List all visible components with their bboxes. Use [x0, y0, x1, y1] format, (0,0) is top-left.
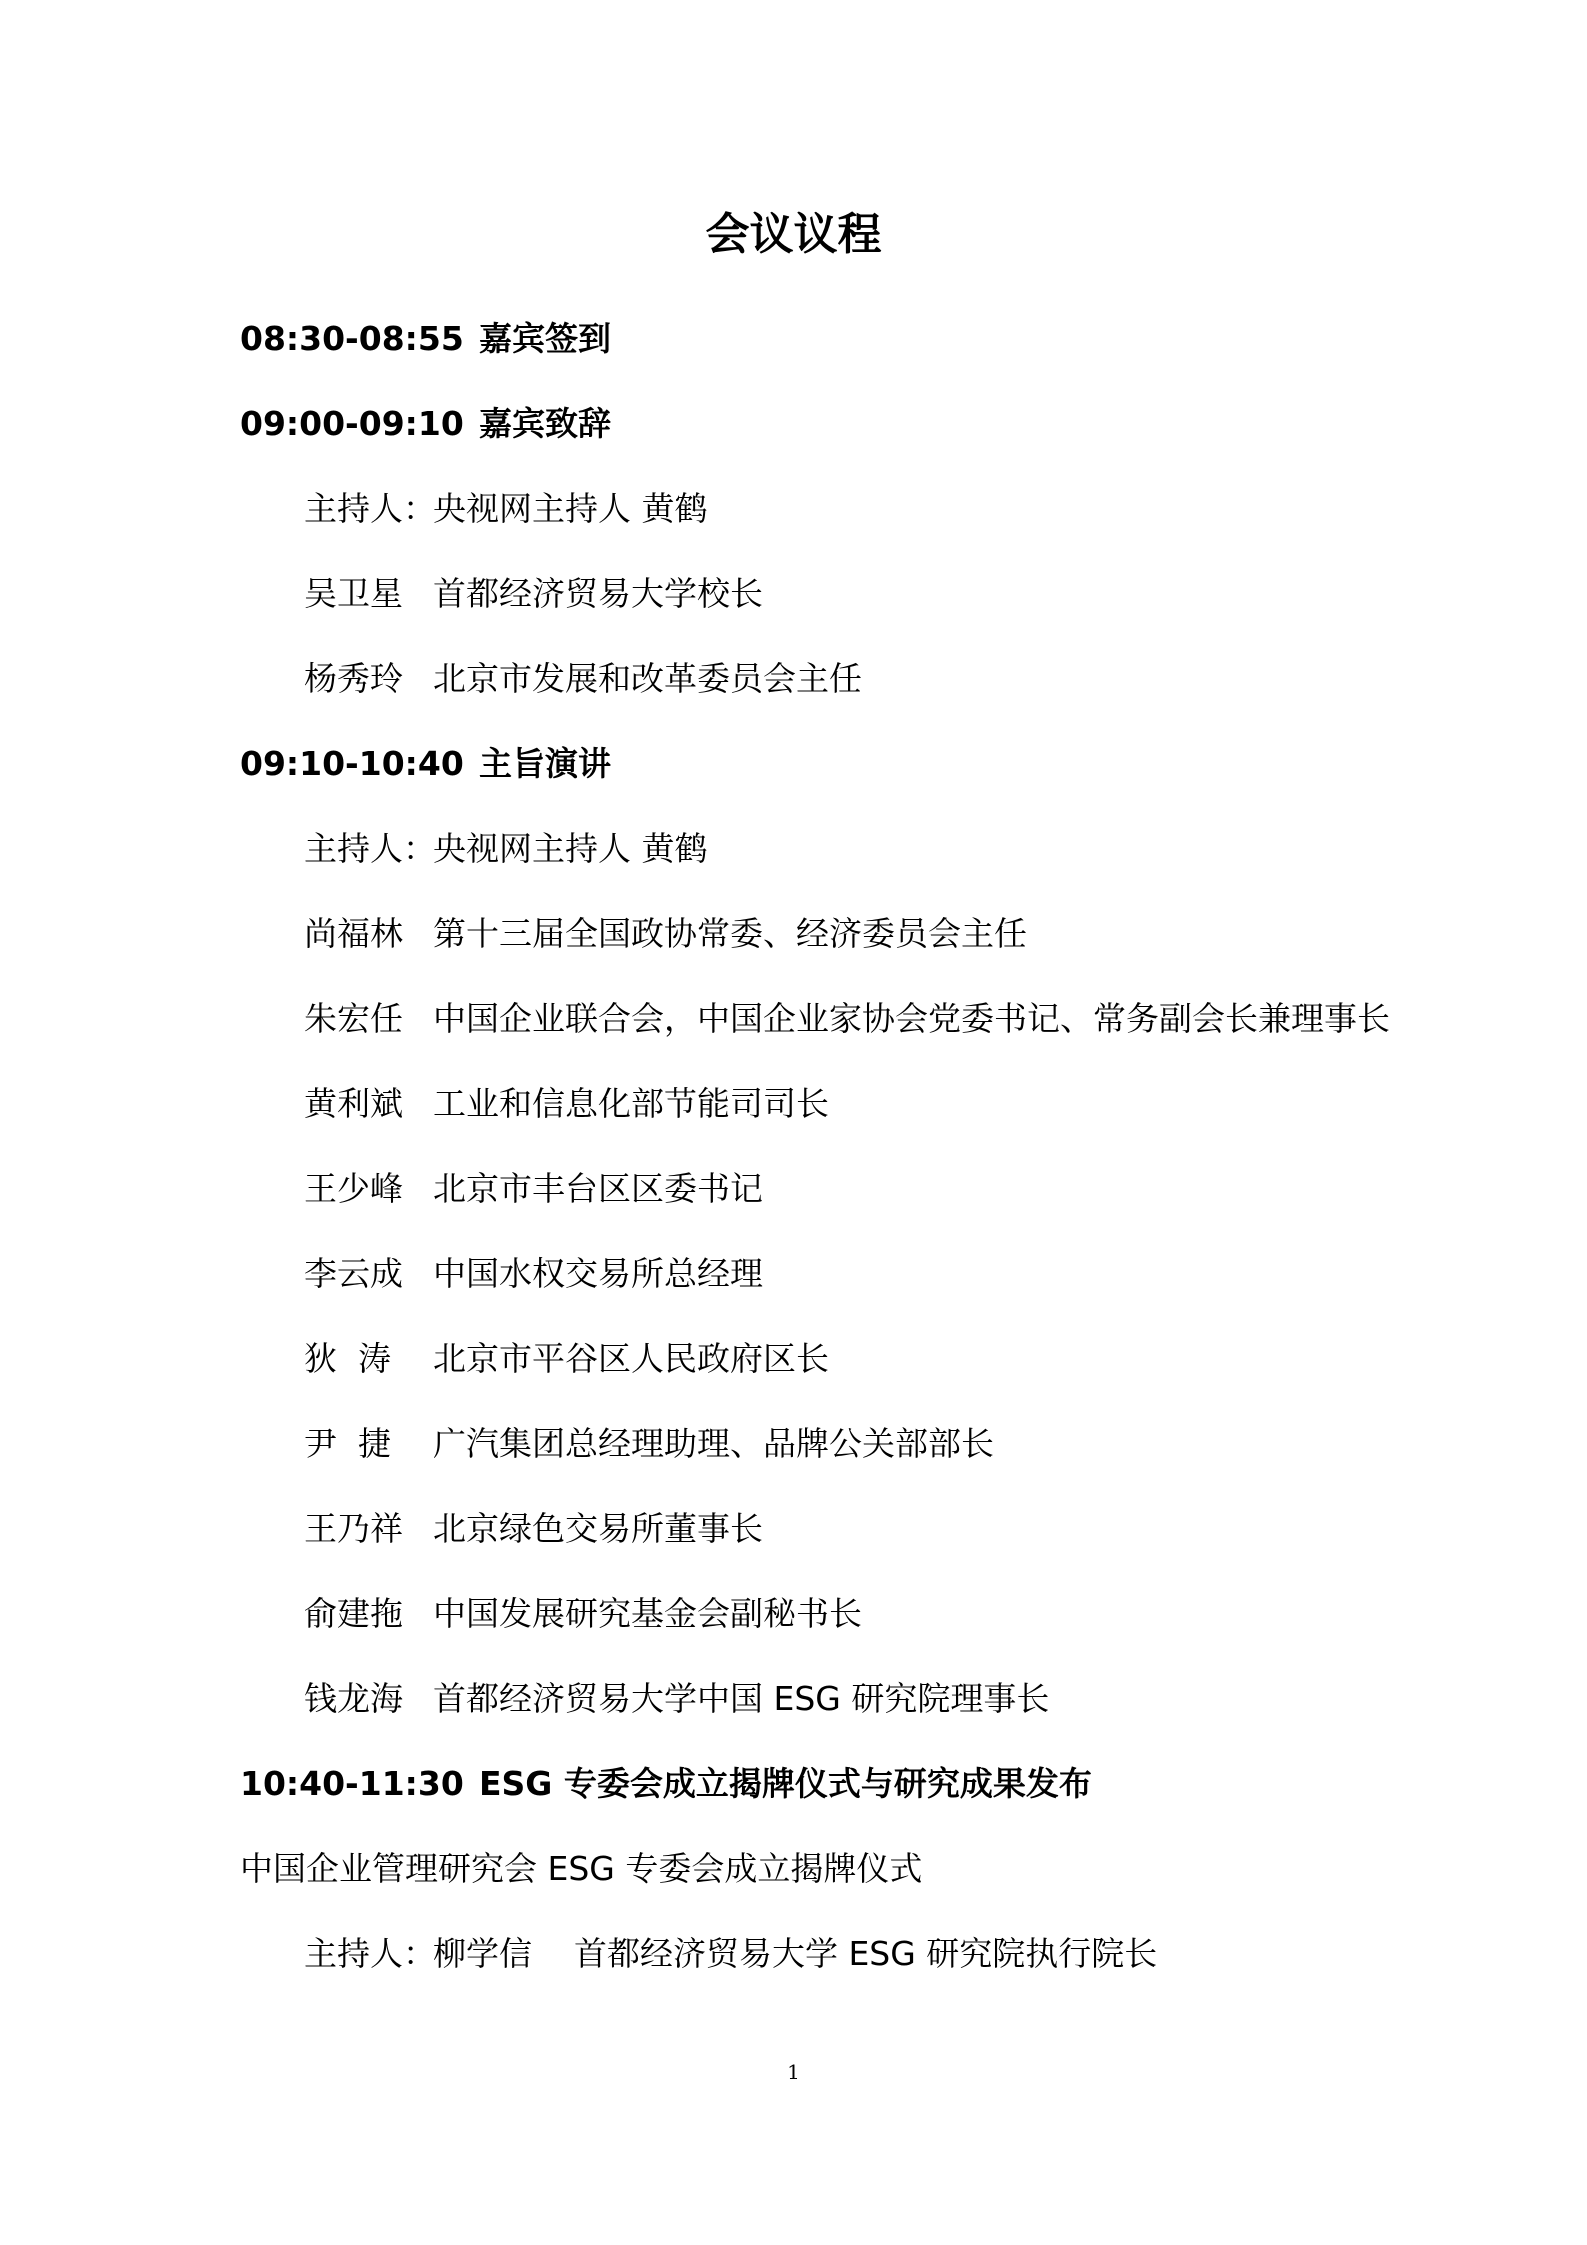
subheading-text: 中国企业管理研究会 ESG 专委会成立揭牌仪式 [240, 1849, 923, 1888]
session-title: ESG 专委会成立揭牌仪式与研究成果发布 [479, 1764, 1092, 1803]
person-name: 黄利斌 [304, 1084, 403, 1123]
page-title: 会议议程 [705, 209, 882, 260]
session-title: 主旨演讲 [479, 744, 611, 783]
person-role: 首都经济贸易大学中国 ESG 研究院理事长 [433, 1679, 1050, 1718]
person-name: 朱宏任 [304, 999, 403, 1038]
session-time: 09:10-10:40 [240, 744, 464, 783]
person-name: 吴卫星 [304, 574, 403, 613]
person-role: 北京市丰台区区委书记 [433, 1169, 763, 1208]
session-title: 嘉宾致辞 [479, 404, 611, 443]
person-name: 狄 涛 [304, 1339, 391, 1378]
person-name: 杨秀玲 [304, 659, 403, 698]
host-value: 柳学信 首都经济贸易大学 ESG 研究院执行院长 [433, 1934, 1158, 1973]
person-name: 俞建拖 [304, 1594, 403, 1633]
person-name: 王乃祥 [304, 1509, 403, 1548]
host-label: 主持人： [304, 489, 436, 528]
person-name: 王少峰 [304, 1169, 403, 1208]
person-role: 广汽集团总经理助理、品牌公关部部长 [433, 1424, 994, 1463]
host-value: 央视网主持人 黄鹤 [433, 489, 708, 528]
person-role: 首都经济贸易大学校长 [433, 574, 763, 613]
person-role: 中国企业联合会，中国企业家协会党委书记、常务副会长兼理事长 [433, 999, 1390, 1038]
session-time: 08:30-08:55 [240, 319, 464, 358]
person-role: 工业和信息化部节能司司长 [433, 1084, 829, 1123]
page-number: 1 [787, 2060, 800, 2084]
person-role: 北京市平谷区人民政府区长 [433, 1339, 829, 1378]
person-name: 尚福林 [304, 914, 403, 953]
person-name: 李云成 [304, 1254, 403, 1293]
session-time: 09:00-09:10 [240, 404, 464, 443]
person-name: 尹 捷 [304, 1424, 391, 1463]
session-time: 10:40-11:30 [240, 1764, 464, 1803]
host-label: 主持人： [304, 1934, 436, 1973]
person-role: 中国发展研究基金会副秘书长 [433, 1594, 862, 1633]
person-role: 北京市发展和改革委员会主任 [433, 659, 862, 698]
person-name: 钱龙海 [304, 1679, 403, 1718]
host-value: 央视网主持人 黄鹤 [433, 829, 708, 868]
session-title: 嘉宾签到 [479, 319, 611, 358]
person-role: 中国水权交易所总经理 [433, 1254, 763, 1293]
person-role: 第十三届全国政协常委、经济委员会主任 [433, 914, 1027, 953]
person-role: 北京绿色交易所董事长 [433, 1509, 763, 1548]
host-label: 主持人： [304, 829, 436, 868]
